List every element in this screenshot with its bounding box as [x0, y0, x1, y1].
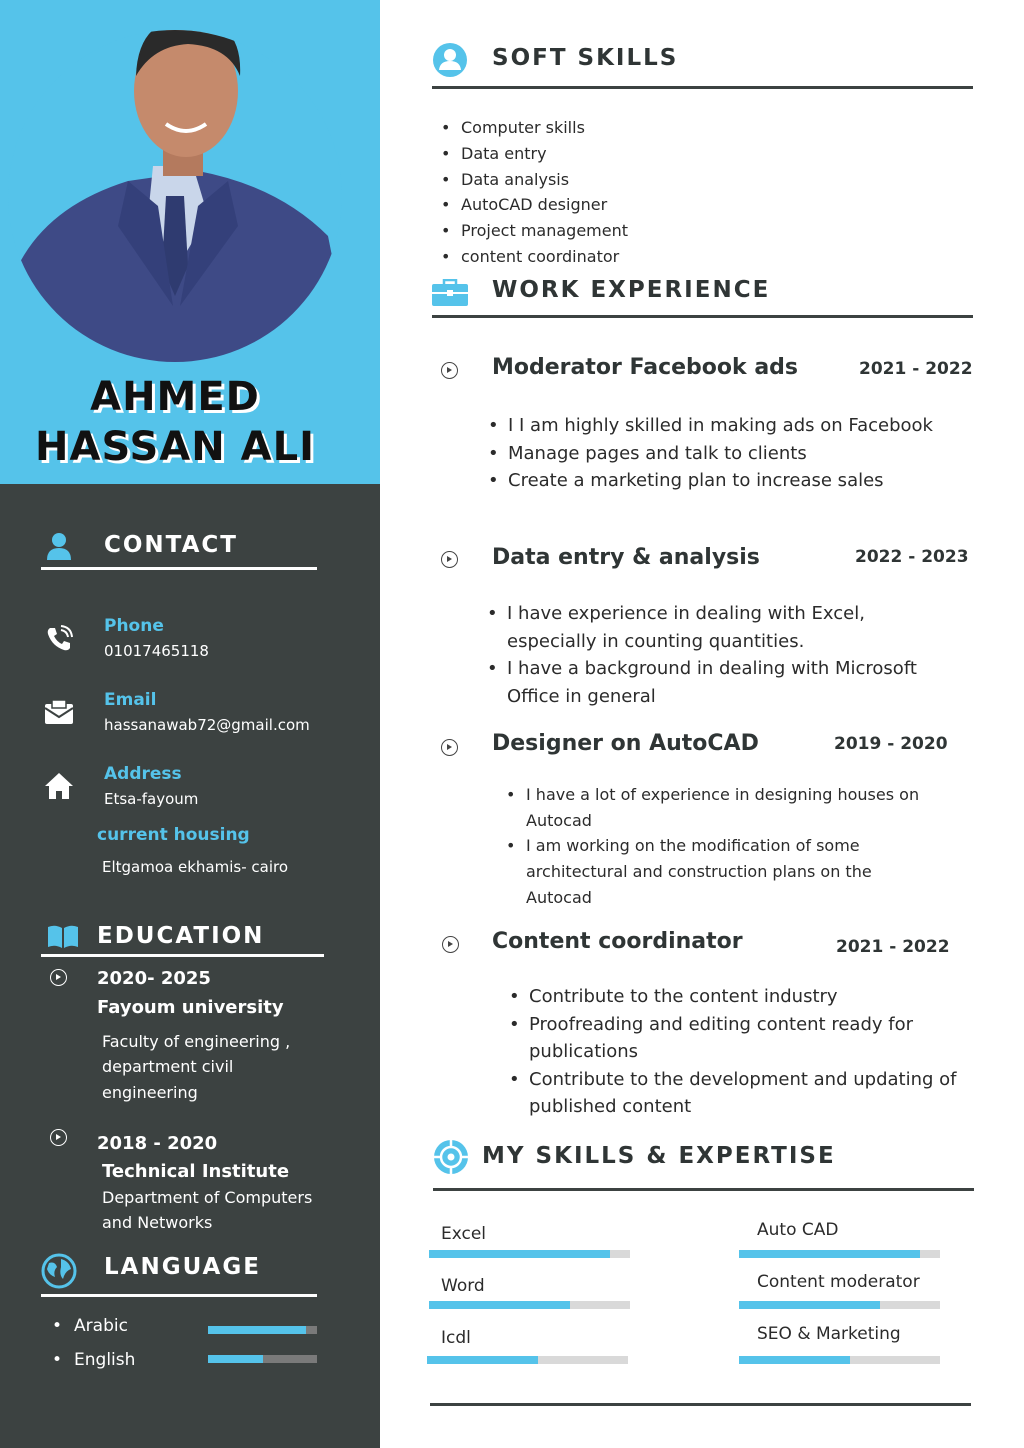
- skill-label: Auto CAD: [757, 1220, 839, 1240]
- phone-icon: [44, 624, 74, 654]
- person-icon: [432, 42, 468, 78]
- list-item: • Contribute to the development and updating of published content: [509, 1066, 989, 1121]
- skill-label: Content moderator: [757, 1272, 920, 1292]
- contact-title: CONTACT: [104, 532, 238, 558]
- list-item: • I have a lot of experience in designing houses on Autocad: [506, 782, 926, 833]
- chevron-right-icon: [441, 362, 458, 379]
- language-divider: [41, 1294, 317, 1297]
- list-item: • Project management: [441, 218, 628, 244]
- skill-level-bar: [429, 1250, 630, 1258]
- skill-level-bar: [739, 1356, 940, 1364]
- education-period: 2018 - 2020: [97, 1133, 218, 1154]
- education-school: Fayoum university: [97, 997, 284, 1018]
- phone-label: Phone: [104, 616, 164, 636]
- list-item: • Create a marketing plan to increase sales: [488, 467, 988, 495]
- education-detail: Faculty of engineering ,: [102, 1032, 291, 1051]
- language-title: LANGUAGE: [104, 1254, 261, 1280]
- target-icon: [432, 1138, 470, 1176]
- contact-divider: [41, 567, 317, 570]
- book-icon: [46, 924, 80, 950]
- job-period: 2019 - 2020: [834, 734, 948, 754]
- skill-label: Icdl: [441, 1328, 471, 1348]
- footer-divider: [430, 1403, 971, 1406]
- work-experience-divider: [432, 315, 973, 318]
- skills-divider: [433, 1188, 974, 1191]
- home-icon: [44, 772, 74, 800]
- address-value: Etsa-fayoum: [104, 790, 199, 808]
- skill-label: SEO & Marketing: [757, 1324, 901, 1344]
- list-item: • Manage pages and talk to clients: [488, 440, 988, 468]
- job-bullets: [488, 412, 988, 495]
- work-experience-title: WORK EXPERIENCE: [492, 277, 771, 303]
- education-detail: and Networks: [102, 1213, 213, 1232]
- email-value: hassanawab72@gmail.com: [104, 716, 310, 734]
- skill-label: Word: [441, 1276, 485, 1296]
- language-name: • Arabic: [52, 1316, 128, 1336]
- list-item: • I am working on the modification of some architectural and construction plans on the Autocad: [506, 833, 926, 910]
- education-period: 2020- 2025: [97, 968, 211, 989]
- soft-skills-title: SOFT SKILLS: [492, 45, 679, 71]
- left-sidebar: [0, 0, 380, 1448]
- skill-label: Excel: [441, 1224, 487, 1244]
- skill-level-bar: [429, 1301, 630, 1309]
- name-last: HASSAN ALI: [35, 424, 315, 470]
- list-item: • Data analysis: [441, 167, 628, 193]
- chevron-right-icon: [441, 551, 458, 568]
- address-label: Address: [104, 764, 182, 784]
- language-name: • English: [52, 1350, 135, 1370]
- skills-title: MY SKILLS & EXPERTISE: [482, 1143, 836, 1169]
- name-first: AHMED: [90, 374, 260, 420]
- language-level-bar: [208, 1355, 317, 1363]
- housing-label: current housing: [97, 825, 250, 845]
- list-item: • Proofreading and editing content ready for publications: [509, 1011, 989, 1066]
- job-title: Content coordinator: [492, 929, 743, 954]
- education-detail: Department of Computers: [102, 1188, 313, 1207]
- job-title: Designer on AutoCAD: [492, 731, 759, 756]
- education-detail: department civil: [102, 1057, 234, 1076]
- job-title: Moderator Facebook ads: [492, 355, 799, 380]
- education-divider: [41, 954, 324, 957]
- chevron-right-icon: [50, 1129, 67, 1146]
- list-item: • I I am highly skilled in making ads on Facebook: [488, 412, 988, 440]
- profile-photo: [8, 6, 342, 362]
- chevron-right-icon: [442, 936, 459, 953]
- skill-level-bar: [739, 1301, 940, 1309]
- education-title: EDUCATION: [97, 923, 265, 949]
- job-period: 2022 - 2023: [855, 547, 969, 567]
- list-item: • I have a background in dealing with Microsoft Office in general: [487, 655, 957, 710]
- list-item: • Computer skills: [441, 115, 628, 141]
- briefcase-icon: [432, 279, 468, 306]
- education-school: Technical Institute: [102, 1161, 290, 1182]
- skill-level-bar: [739, 1250, 940, 1258]
- phone-value: 01017465118: [104, 642, 209, 660]
- education-detail: engineering: [102, 1083, 198, 1102]
- housing-value: Eltgamoa ekhamis- cairo: [102, 858, 288, 876]
- email-label: Email: [104, 690, 157, 710]
- job-period: 2021 - 2022: [859, 359, 973, 379]
- skill-level-bar: [427, 1356, 628, 1364]
- globe-icon: [41, 1253, 77, 1289]
- list-item: • AutoCAD designer: [441, 192, 628, 218]
- job-bullets: [487, 600, 957, 710]
- job-period: 2021 - 2022: [836, 937, 950, 957]
- soft-skills-list: [441, 115, 628, 270]
- list-item: • Data entry: [441, 141, 628, 167]
- list-item: • Contribute to the content industry: [509, 983, 989, 1011]
- profile-header: [0, 0, 380, 484]
- list-item: • I have experience in dealing with Excel, especially in counting quantities.: [487, 600, 957, 655]
- person-icon: [46, 532, 72, 560]
- chevron-right-icon: [441, 739, 458, 756]
- language-level-bar: [208, 1326, 317, 1334]
- job-title: Data entry & analysis: [492, 545, 760, 570]
- email-icon: [44, 698, 74, 726]
- job-bullets: [506, 782, 926, 911]
- soft-skills-divider: [432, 86, 973, 89]
- job-bullets: [509, 983, 989, 1121]
- chevron-right-icon: [50, 969, 67, 986]
- list-item: • content coordinator: [441, 244, 628, 270]
